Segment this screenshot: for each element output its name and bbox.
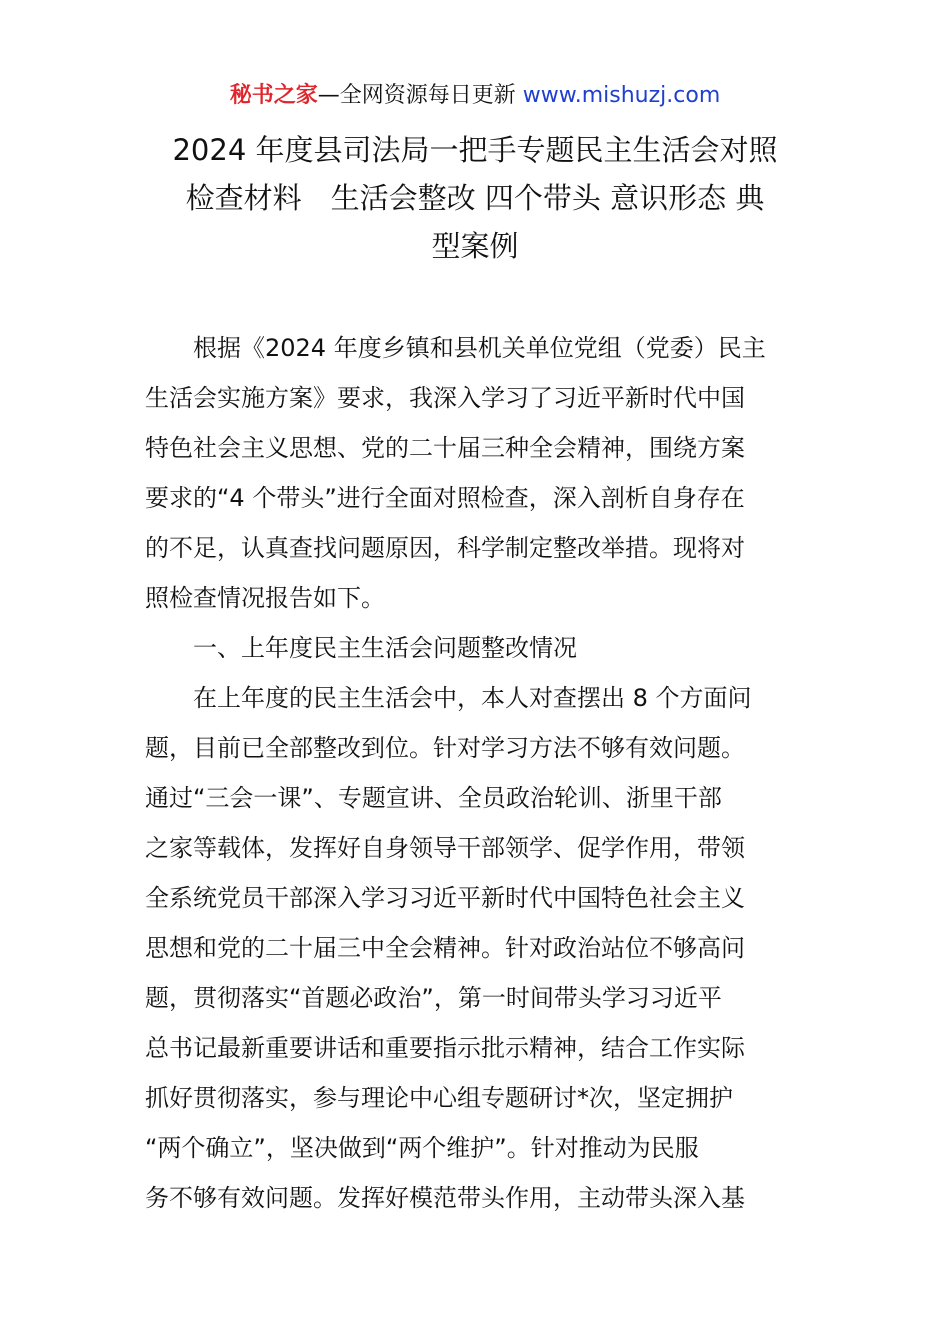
paragraph-line: “两个确立”，坚决做到“两个维护”。针对推动为民服: [145, 1134, 699, 1162]
paragraph-line: 根据《2024 年度乡镇和县机关单位党组（党委）民主: [193, 334, 766, 362]
paragraph-line: 题，目前已全部整改到位。针对学习方法不够有效问题。: [145, 734, 745, 762]
section-heading: 一、上年度民主生活会问题整改情况: [193, 634, 577, 662]
brand-name: 秘书之家: [229, 83, 318, 108]
paragraph-line: 要求的“4 个带头”进行全面对照检查，深入剖析自身存在: [145, 484, 745, 512]
title-line: 检查材料 生活会整改 四个带头 意识形态 典: [185, 181, 765, 215]
site-banner: [0, 80, 950, 112]
title-line: 型案例: [431, 229, 519, 263]
paragraph-line: 之家等载体，发挥好自身领导干部领学、促学作用，带领: [145, 834, 745, 862]
paragraph-line: 的不足，认真查找问题原因，科学制定整改举措。现将对: [145, 534, 745, 562]
banner-slogan: —全网资源每日更新: [317, 83, 516, 108]
site-url: www.mishuzj.com: [522, 83, 721, 108]
paragraph-line: 全系统党员干部深入学习习近平新时代中国特色社会主义: [145, 884, 745, 912]
title-line: 2024 年度县司法局一把手专题民主生活会对照: [172, 133, 778, 167]
paragraph-line: 务不够有效问题。发挥好模范带头作用，主动带头深入基: [145, 1184, 745, 1212]
document-title: [130, 126, 820, 270]
document-body: [145, 323, 810, 1223]
paragraph-line: 通过“三会一课”、专题宣讲、全员政治轮训、浙里干部: [145, 784, 722, 812]
paragraph-line: 生活会实施方案》要求，我深入学习了习近平新时代中国: [145, 384, 745, 412]
paragraph-line: 抓好贯彻落实，参与理论中心组专题研讨*次，坚定拥护: [145, 1084, 733, 1112]
paragraph-line: 思想和党的二十届三中全会精神。针对政治站位不够高问: [145, 934, 745, 962]
paragraph-line: 总书记最新重要讲话和重要指示批示精神，结合工作实际: [145, 1034, 745, 1062]
paragraph-line: 题，贯彻落实“首题必政治”，第一时间带头学习习近平: [145, 984, 722, 1012]
paragraph-line: 在上年度的民主生活会中，本人对查摆出 8 个方面问: [193, 684, 752, 712]
paragraph-line: 照检查情况报告如下。: [145, 584, 385, 612]
paragraph-line: 特色社会主义思想、党的二十届三种全会精神，围绕方案: [145, 434, 745, 462]
